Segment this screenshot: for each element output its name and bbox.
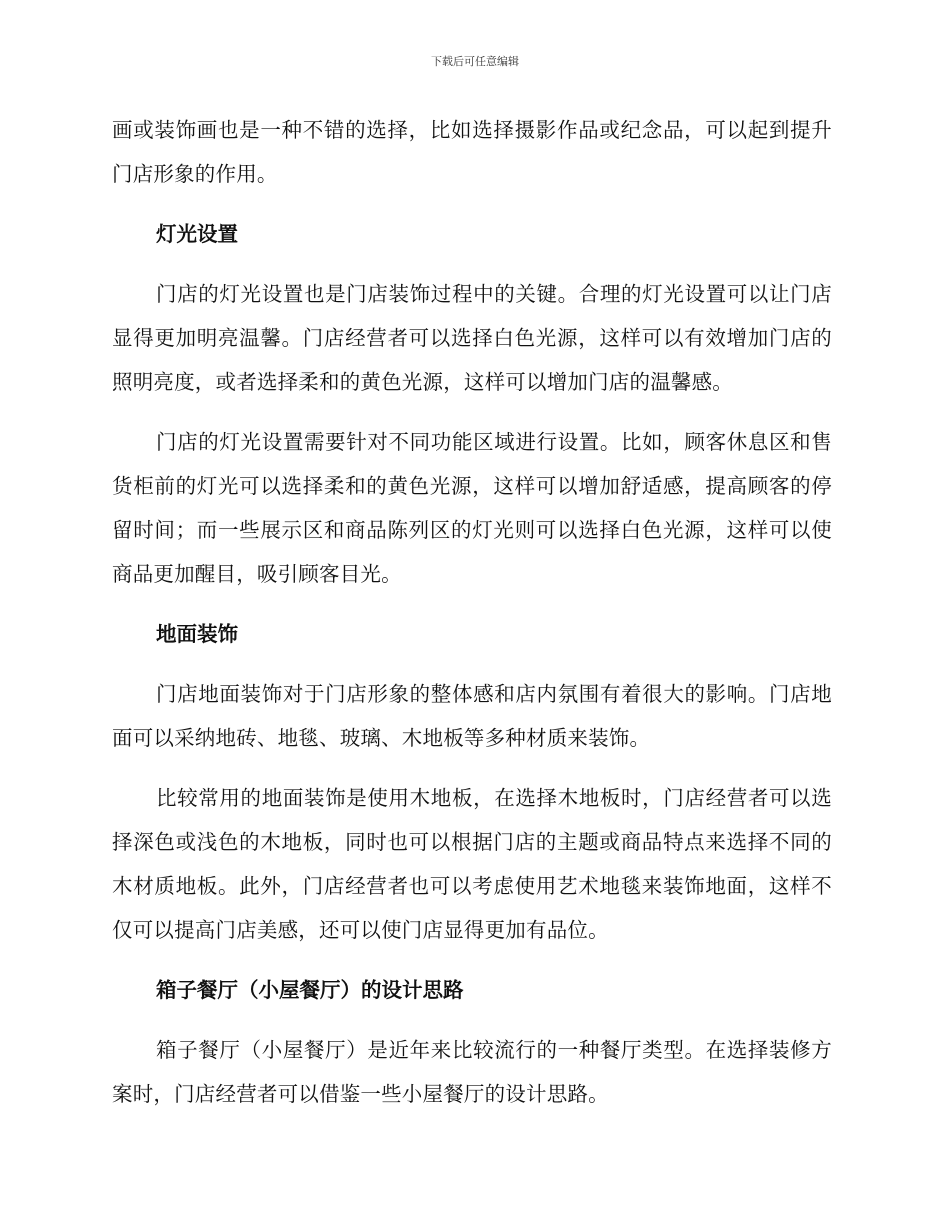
paragraph-intro-continued: 画或装饰画也是一种不错的选择，比如选择摄影作品或纪念品，可以起到提升门店形象的作用。 [112,118,832,186]
paragraph-lighting-2: 门店的灯光设置需要针对不同功能区域进行设置。比如，顾客休息区和售货柜前的灯光可以选择柔和的黄色光源，这样可以增加舒适感，提高顾客的停留时间；而一些展示区和商品陈列区的灯光则可以选择白色光源，这样可以使商品更加醒目，吸引顾客目光。 [112,430,832,586]
paragraph-floor-1: 门店地面装饰对于门店形象的整体感和店内氛围有着很大的影响。门店地面可以采纳地砖、地毯、玻璃、木地板等多种材质来装饰。 [112,682,832,750]
paragraph-box-restaurant-1: 箱子餐厅（小屋餐厅）是近年来比较流行的一种餐厅类型。在选择装修方案时，门店经营者可以借鉴一些小屋餐厅的设计思路。 [112,1038,832,1106]
section-heading-box-restaurant: 箱子餐厅（小屋餐厅）的设计思路 [156,978,464,1002]
section-heading-floor: 地面装饰 [156,622,238,646]
paragraph-floor-2: 比较常用的地面装饰是使用木地板，在选择木地板时，门店经营者可以选择深色或浅色的木地板，同时也可以根据门店的主题或商品特点来选择不同的木材质地板。此外，门店经营者也可以考虑使用艺术地毯来装饰地面，这样不仅可以提高门店美感，还可以使门店显得更加有品位。 [112,786,832,942]
paragraph-lighting-1: 门店的灯光设置也是门店装饰过程中的关键。合理的灯光设置可以让门店显得更加明亮温馨。门店经营者可以选择白色光源，这样可以有效增加门店的照明亮度，或者选择柔和的黄色光源，这样可以增加门店的温馨感。 [112,282,832,394]
document-body [112,108,832,1132]
page-header: 下载后可任意编辑 [431,55,519,68]
section-heading-lighting: 灯光设置 [156,222,238,246]
